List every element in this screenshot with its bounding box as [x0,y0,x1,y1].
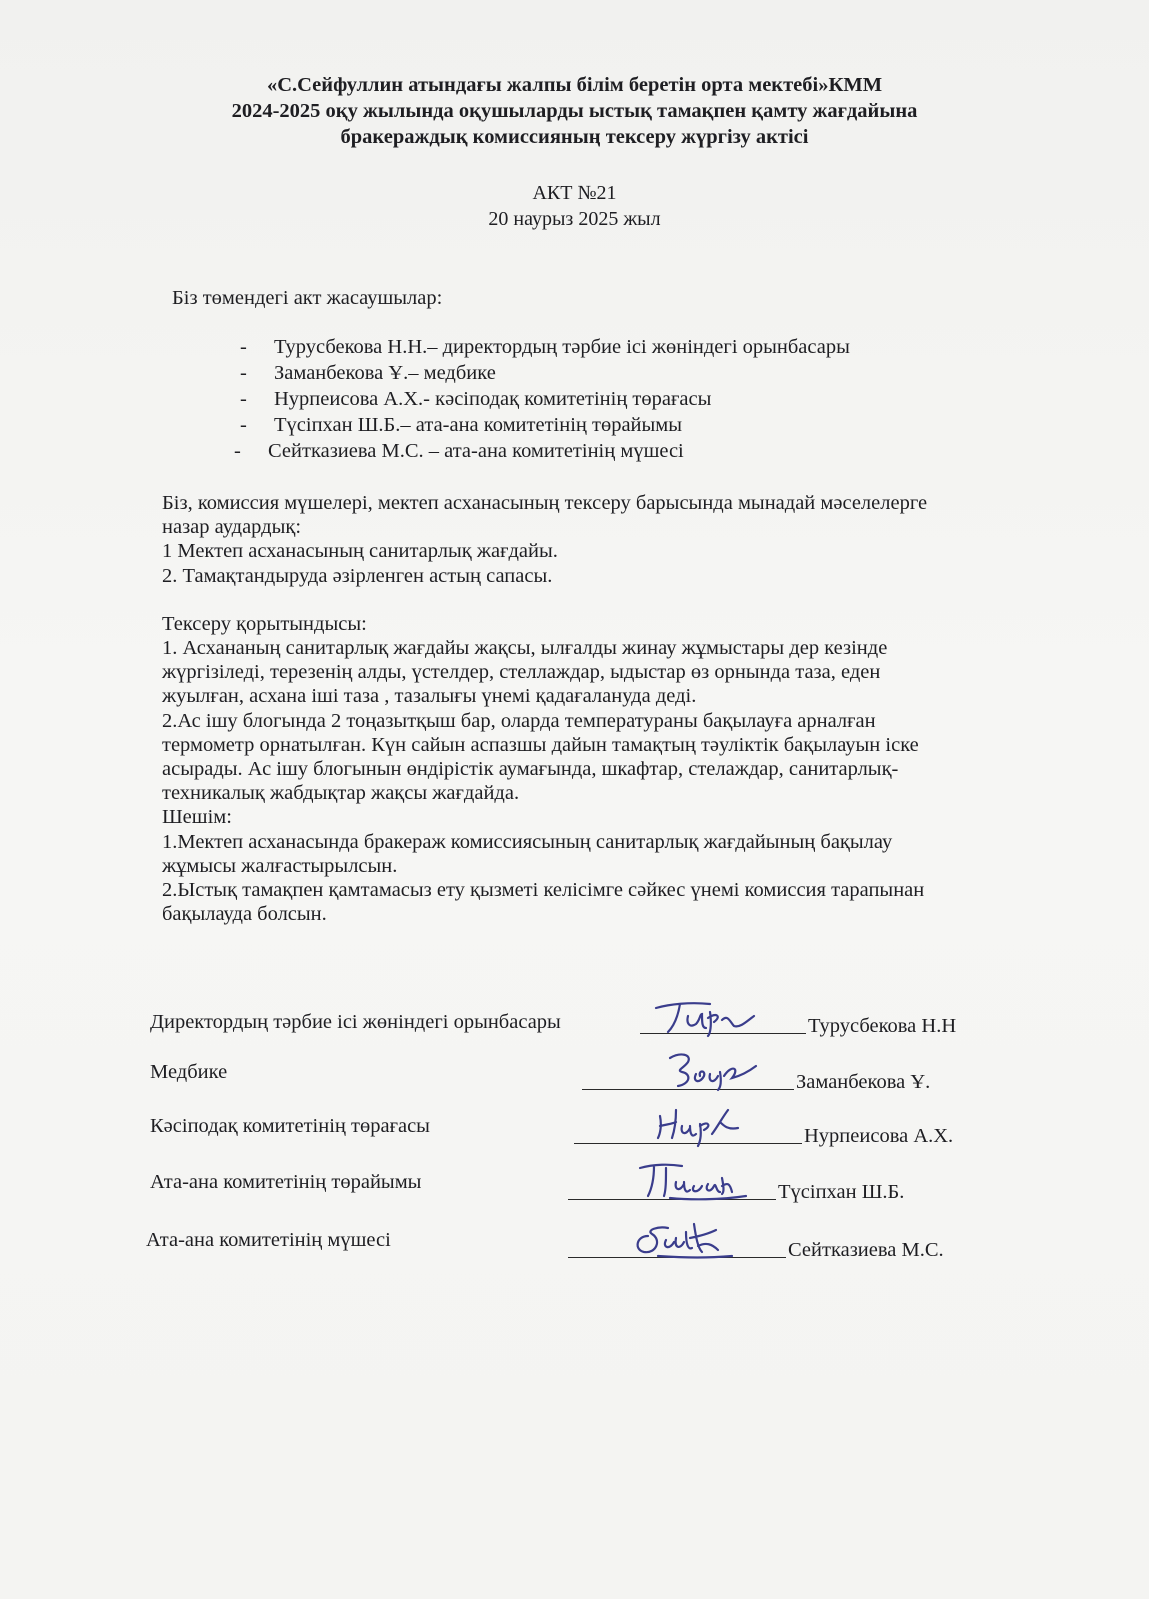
issue-item: 2. Тамақтандыруда әзірленген астың сапасы. [162,564,553,587]
act-info [0,180,1149,232]
signature-row [150,1168,1010,1208]
member-text: Түсіпхан Ш.Б.– ата-ана комитетінің төрайымы [274,414,683,436]
act-number: АКТ №21 [532,182,617,204]
decision-line: 1.Мектеп асханасында бракераж комиссиясының санитарлық жағдайының бақылау [162,830,893,853]
member-text: Нурпеисова А.Х.- кәсіподақ комитетінің төрағасы [274,388,712,410]
issues-intro-line: Біз, комиссия мүшелері, мектеп асханасының тексеру барысында мынадай мәселелерге [162,492,928,514]
results-heading: Тексеру қорытындысы: [162,612,367,635]
signature-handwriting [630,1160,750,1204]
member-text: Турусбекова Н.Н.– директордың тәрбие ісі жөніндегі орынбасары [274,336,850,358]
signature-name: Сейтказиева М.С. [788,1239,944,1261]
document-body [162,491,1062,926]
results-line: термометр орнатылған. Күн сайын аспазшы дайын тамақтың тәуліктік бақылауын іске [162,733,919,756]
signature-handwriting [650,998,760,1038]
member-text: Заманбекова Ұ.– медбике [274,362,496,384]
issues-intro-line: назар аудардық: [162,516,302,539]
signature-role: Кәсіподақ комитетінің төрағасы [150,1115,430,1137]
signature-name: Түсіпхан Ш.Б. [778,1181,905,1203]
signature-row [150,1112,1010,1152]
signature-role: Ата-ана комитетінің мүшесі [146,1229,391,1251]
results-line: асырады. Ас ішу блогынын өндірістік аумағында, шкафтар, стелаждар, санитарлық- [162,758,899,781]
signature-handwriting [650,1104,750,1148]
member-item: - Нурпеисова А.Х.- кәсіподақ комитетінің төрағасы [240,388,712,410]
signature-role: Медбике [150,1061,228,1083]
decision-line: бақылауда болсын. [162,903,327,926]
signature-handwriting [628,1218,738,1262]
member-item: - Турусбекова Н.Н.– директордың тәрбие ісі жөніндегі орынбасары [240,336,850,358]
decision-line: 2.Ыстық тамақпен қамтамасыз ету қызметі келісімге сәйкес үнемі комиссия тарапынан [162,879,925,902]
member-item: - Сейтказиева М.С. – ата-ана комитетінің мүшесі [234,440,684,462]
signature-handwriting [662,1050,762,1094]
results-line: 1. Асхананың санитарлық жағдайы жақсы, ылғалды жинау жұмыстары дер кезінде [162,637,888,660]
member-item: - Түсіпхан Ш.Б.– ата-ана комитетінің төрайымы [240,414,683,436]
signature-role: Директордың тәрбие ісі жөніндегі орынбасары [150,1011,561,1033]
signature-row [146,1226,1010,1266]
spacer [162,588,1062,612]
signature-row [150,1058,1010,1098]
decision-line: жұмысы жалғастырылсын. [162,854,398,877]
results-line: жүргізіледі, терезенің алды, үстелдер, стеллаждар, ыдыстар өз орнында таза, еден [162,661,881,684]
intro-text: Біз төмендегі акт жасаушылар: [172,287,443,309]
header-act-title: бракераждық комиссияның тексеру жүргізу актісі [340,126,809,148]
results-line: 2.Ас ішу блогында 2 тоңазытқыш бар, оларда температураны бақылауға арналған [162,709,876,732]
member-text: Сейтказиева М.С. – ата-ана комитетінің мүшесі [268,440,684,462]
signature-name: Заманбекова Ұ. [796,1071,931,1093]
signature-name: Нурпеисова А.Х. [804,1125,954,1147]
decision-heading: Шешім: [162,806,232,829]
header-subject: 2024-2025 оқу жылында оқушыларды ыстық тамақпен қамту жағдайына [231,100,918,122]
signature-name: Турусбекова Н.Н [808,1015,957,1037]
results-line: жуылған, асхана іші таза , тазалығы үнемі қадағалануда деді. [162,685,697,708]
signature-row [150,1002,1010,1042]
act-date: 20 наурыз 2025 жыл [488,208,661,230]
member-list [234,334,850,464]
signature-role: Ата-ана комитетінің төрайымы [150,1171,422,1193]
document-header [0,72,1149,150]
results-line: техникалық жабдықтар жақсы жағдайда. [162,782,520,805]
header-school-name: «С.Сейфуллин атындағы жалпы білім беретін орта мектебі»КММ [266,74,883,96]
issue-item: 1 Мектеп асханасының санитарлық жағдайы. [162,540,558,563]
member-item: - Заманбекова Ұ.– медбике [240,362,496,384]
